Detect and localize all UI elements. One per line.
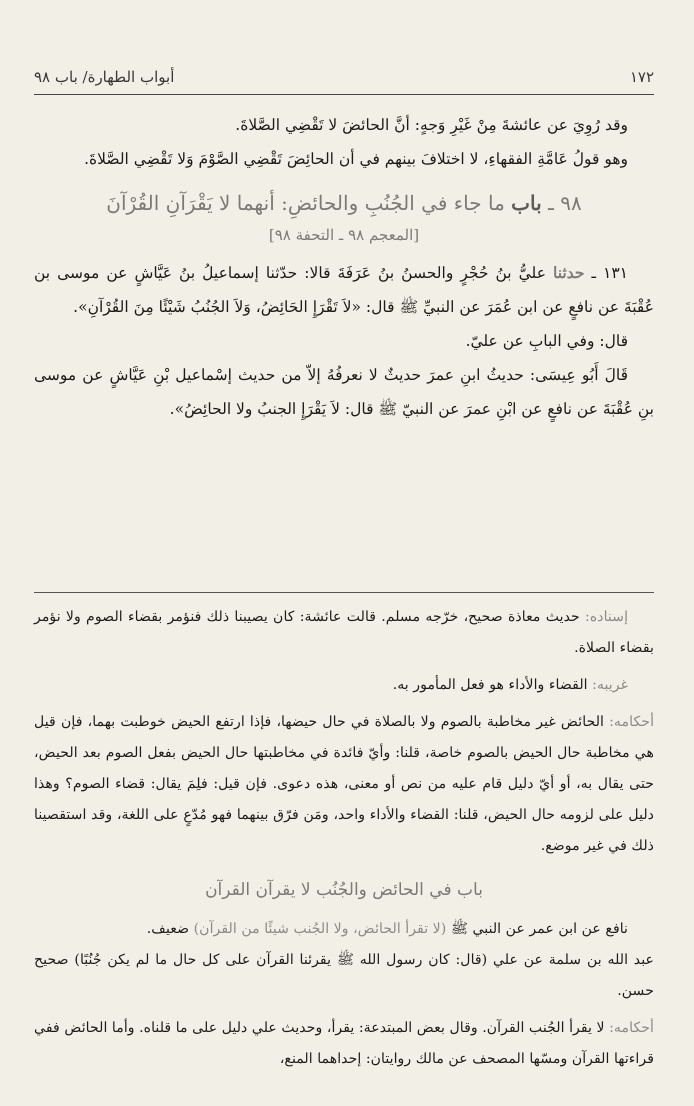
note-hadith bbox=[34, 914, 654, 945]
note-label: أحكامه: bbox=[609, 714, 655, 730]
note-text: القضاء والأداء هو فعل المأمور به. bbox=[392, 677, 588, 693]
commentary bbox=[34, 602, 654, 1081]
chapter-reference: [المعجم ٩٨ ـ التحفة ٩٨] bbox=[268, 226, 420, 244]
note-quote: (لا تقرأ الحائض، ولا الجُنب شيئًا من القرآن) bbox=[193, 921, 447, 937]
chapter-title bbox=[34, 186, 654, 220]
note-isnad bbox=[34, 602, 654, 664]
paragraph: قال: وفي البابِ عن عليّ. bbox=[465, 332, 628, 350]
note-label: أحكامه: bbox=[609, 1020, 654, 1036]
note-ahkam bbox=[34, 1013, 654, 1075]
note-gharib bbox=[34, 670, 654, 701]
chapter-number: ٩٨ ـ bbox=[548, 191, 582, 215]
paragraph: وقد رُوِيَ عن عائشةَ مِنْ غَيْرِ وَجهٍ: أنَّ الحائضَ لا تَقْضِي الصَّلاةَ. bbox=[235, 116, 628, 134]
paragraph: قَالَ أَبُو عِيسَى: حديثُ ابنِ عمرَ حديثٌ لا نعرفُهُ إلاّ من حديث إسْماعيل بْنِ عَيَّاشٍ عن موسى بنِ عُقْبَةَ عن نافعٍ عن ابْنِ عمرَ عن النبيّ ﷺ قال: لاَ يَقْرَإِ الجنبُ ولا الحائِضُ». bbox=[34, 366, 654, 418]
note-text: حديث معاذة صحيح، خرّجه مسلم. قالت عائشة: كان يصيبنا ذلك فنؤمر بقضاء الصوم ولا نؤمر بقضاء الصلاة. bbox=[34, 609, 654, 656]
hadith-number: ١٣١ ـ bbox=[591, 264, 629, 282]
chapter-title-text: ما جاء في الجُنُبِ والحائضِ: أنهما لا يَقْرَآنِ القُرْآنَ bbox=[106, 191, 505, 215]
note-text: نافع عن ابن عمر عن النبي ﷺ bbox=[450, 921, 628, 937]
chapter-keyword: باب bbox=[511, 191, 542, 215]
main-text bbox=[34, 108, 654, 426]
paragraph: وهو قولُ عَامَّةِ الفقهاءِ، لا اختلافَ بينهم في أن الحائِضَ تَقْضِي الصَّوْمَ وَلا تَقْضِي الصَّلاةَ. bbox=[84, 150, 628, 168]
running-title: أبواب الطهارة/ باب ٩٨ bbox=[34, 68, 175, 86]
note-grade: ضعيف. bbox=[146, 921, 190, 937]
page-number: ١٧٢ bbox=[629, 68, 654, 86]
running-head bbox=[34, 64, 654, 90]
hadith bbox=[34, 256, 654, 324]
hadith-keyword: حدثنا bbox=[552, 263, 585, 282]
hadith-text: عليُّ بنُ حُجْرٍ والحسنُ بنُ عَرَفَةَ قالا: حدّثنا إسماعيلُ بنُ عَيَّاشٍ عن موسى بن عُقْبَةَ عن نافعٍ عن ابن عُمَرَ عن النبيِّ ﷺ قال: «لاَ تَقْرَإِ الحَائِضُ، وَلاَ الجُنُبُ شَيْئًا مِنَ القُرْآنِ». bbox=[34, 264, 654, 316]
note-text: لا يقرأ الجُنب القرآن. وقال بعض المبتدعة: يقرأ، وحديث علي دليل على ما قلناه. وأما الحائض ففي قراءتها القرآن ومسّها المصحف عن مالك روايتان: إحداهما المنع، bbox=[34, 1020, 654, 1067]
note-text: الحائض غير مخاطبة بالصوم ولا بالصلاة في حال حيضها، فإذا ارتفع الحيض خوطبت بهما، فإن قيل هي مخاطبة حال الحيض بالصوم خاصة، قلنا: وأيّ فائدة في مخاطبتها حال الحيض بفعل الصوم بعد الحيض، حتى يقال به، أو أيّ دليل قام عليه من نص أو معنى، هذه دعوى. فإن قيل: فلِمَ يقال: قضاء الصوم؟ وهذا دليل على لزومه حال الحيض، قلنا: القضاء والأداء واحد، ومَن فرّق بينهما فهو مُدّعٍ على اللغة، وقد استقصينا ذلك في غير موضع. bbox=[34, 714, 654, 854]
sub-chapter-title: باب في الحائض والجُنُب لا يقرآن القرآن bbox=[205, 880, 483, 900]
header-rule bbox=[34, 94, 654, 95]
note-label: غريبه: bbox=[592, 677, 628, 693]
note-hadith: عبد الله بن سلمة عن علي (قال: كان رسول الله ﷺ يقرئنا القرآن على كل حال ما لم يكن جُنُبًا) صحيح حسن. bbox=[34, 952, 654, 999]
note-ahkam bbox=[34, 707, 654, 862]
note-label: إسناده: bbox=[585, 609, 629, 625]
footnote-rule bbox=[34, 592, 654, 593]
